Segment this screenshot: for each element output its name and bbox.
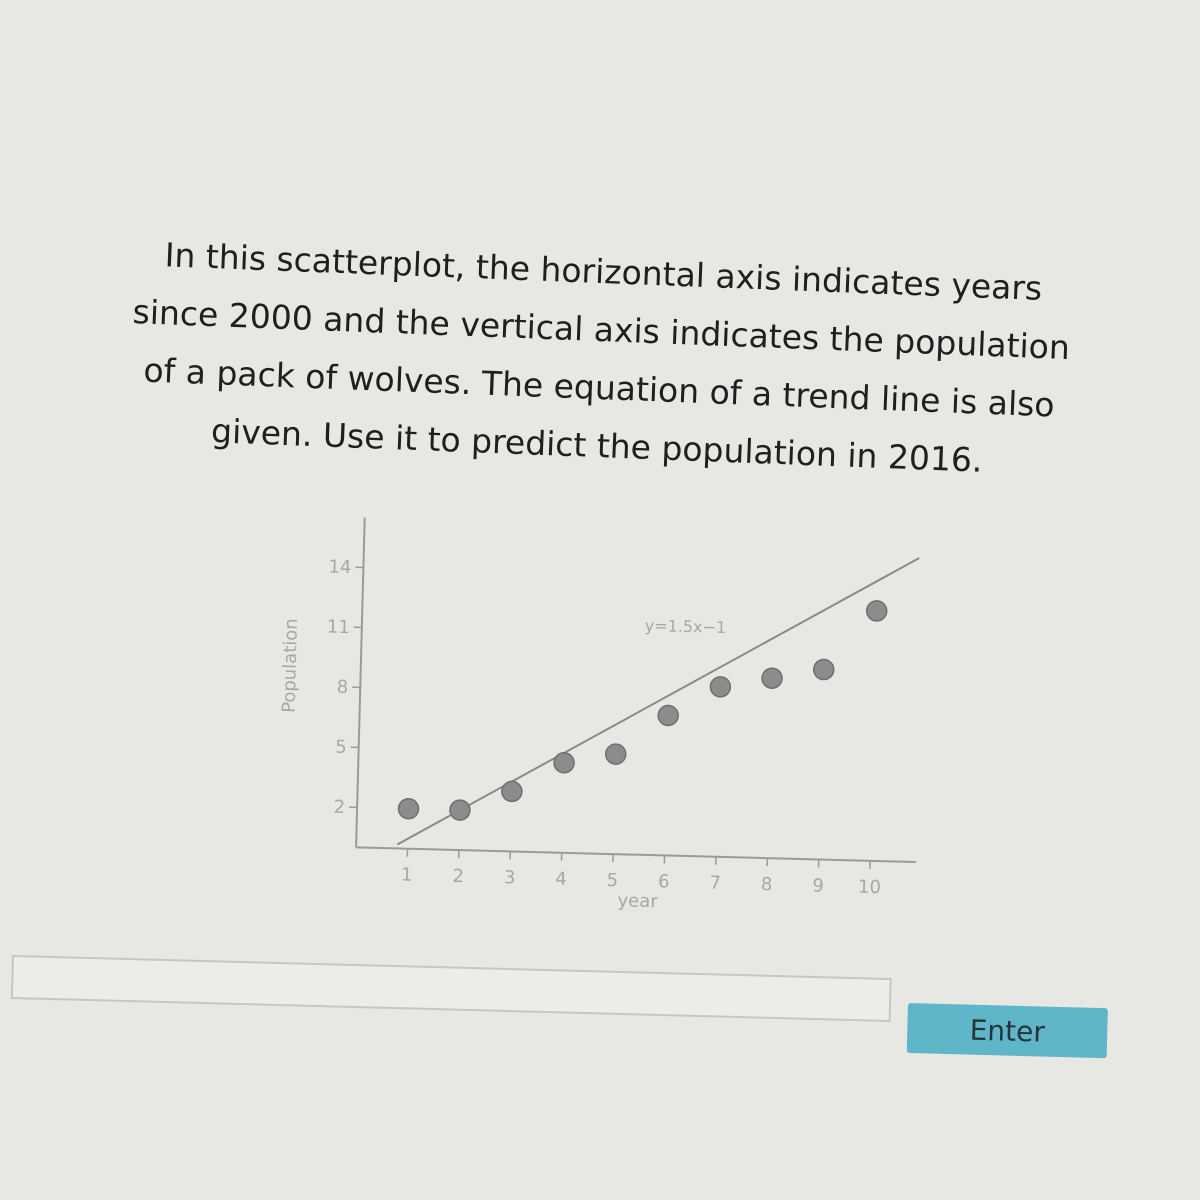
y-tick-label: 14 <box>328 556 352 579</box>
data-point <box>658 705 679 726</box>
question-line: In this scatterplot, the horizontal axis indicates years <box>164 235 1043 308</box>
x-tick-label: 7 <box>709 872 722 894</box>
x-tick-label: 3 <box>503 867 516 889</box>
data-point <box>813 659 834 680</box>
x-tick-label: 4 <box>555 868 568 890</box>
x-axis <box>356 847 916 862</box>
y-tick-label: 2 <box>333 796 346 819</box>
x-tick-label: 5 <box>606 869 619 892</box>
y-tick-label: 8 <box>336 676 349 699</box>
data-point <box>762 668 783 689</box>
data-point <box>605 744 626 765</box>
data-point <box>554 753 575 774</box>
x-axis-label: year <box>617 890 658 913</box>
data-point <box>710 677 731 698</box>
data-point <box>450 800 471 821</box>
data-point <box>866 601 887 622</box>
x-tick-label: 9 <box>812 875 825 897</box>
y-tick-label: 5 <box>334 736 347 759</box>
x-tick-label: 6 <box>657 871 670 893</box>
y-axis-label: Population <box>278 618 303 714</box>
data-point <box>398 798 419 819</box>
data-point <box>502 781 523 802</box>
question-line: given. Use it to predict the population in 2016. <box>210 411 984 480</box>
scatterplot <box>259 505 930 952</box>
question-line: since 2000 and the vertical axis indicates the population <box>131 292 1071 368</box>
x-tick-label: 2 <box>452 865 465 888</box>
answer-input[interactable] <box>11 955 892 1022</box>
question-text <box>46 222 1154 496</box>
trend-line <box>397 545 919 858</box>
enter-button[interactable]: Enter <box>907 1003 1108 1058</box>
scatterplot-svg <box>259 505 930 952</box>
x-tick-label: 10 <box>857 876 882 899</box>
x-tick-label: 1 <box>400 864 413 886</box>
question-line: of a pack of wolves. The equation of a trend line is also <box>142 350 1056 425</box>
y-tick-label: 11 <box>326 616 351 639</box>
x-tick-label: 8 <box>760 873 773 896</box>
trend-equation: y=1.5x−1 <box>644 615 727 637</box>
